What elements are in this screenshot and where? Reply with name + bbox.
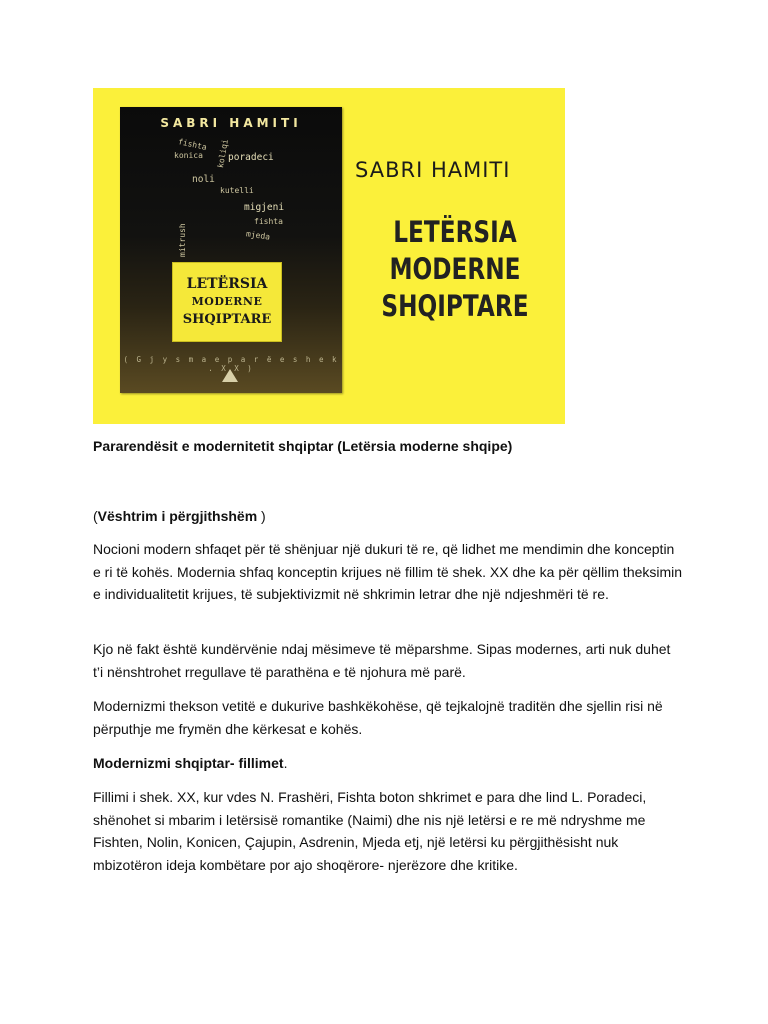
cover-name: fishta [254, 217, 283, 226]
paragraph-2 [93, 638, 683, 683]
cover-author: SABRI HAMITI [160, 116, 302, 130]
book-cover [120, 107, 342, 393]
banner-title-line: MODERNE [389, 252, 521, 286]
cover-name: koliqi [216, 138, 230, 169]
cover-title-line: MODERNE [191, 295, 263, 308]
banner-title [355, 214, 555, 325]
cover-name: fishta [177, 137, 208, 152]
cover-name: mitrush [178, 223, 187, 257]
banner-title-line: LETËRSIA [393, 215, 517, 249]
paragraph-4-text: Fillimi i shek. XX, kur vdes N. Frashëri, Fishta boton shkrimet e para dhe lind L. Poradeci, shënohet si mbarim i letërsisë romantike (Naimi) dhe nis një letërsi e re më ndryshme me Fishten, Nolin, Konicen, Çajupin, Asdrenin, Mjeda etj, një letërsi ku përgjithësisht nuk mbizotëron ideja kombëtare por ajo shoqërore- njerëzore dhe kritike. [93, 789, 647, 873]
section-heading [93, 752, 683, 775]
banner-author: SABRI HAMITI [355, 158, 511, 182]
paragraph-2-text: Kjo në fakt është kundërvënie ndaj mësimeve të mëparshme. Sipas modernes, arti nuk duhet t’i nënshtrohet rregullave të parathëna e të njohura më parë. [93, 641, 671, 680]
section-heading-text: Modernizmi shqiptar- fillimet [93, 755, 284, 771]
overview-text: Vështrim i përgjithshëm [97, 508, 258, 524]
book-banner-image [93, 88, 565, 424]
cover-name: poradeci [228, 152, 274, 163]
cover-title-line: SHQIPTARE [182, 312, 272, 327]
cover-title-box [172, 262, 282, 342]
section-heading-period: . [283, 755, 288, 771]
paragraph-3 [93, 695, 683, 740]
cover-name: migjeni [244, 202, 285, 213]
overview-open: ( [93, 508, 98, 524]
document-heading-text: Pararendësit e modernitetit shqiptar (Letërsia moderne shqipe) [93, 438, 513, 454]
paragraph-3-text: Modernizmi thekson vetitë e dukurive bashkëkohëse, që tejkalojnë traditën dhe sjellin risi në përputhje me frymën dhe kërkesat e kohës. [93, 698, 663, 737]
cover-name: mjeda [245, 229, 271, 242]
paragraph-4 [93, 786, 683, 876]
document-heading [93, 435, 683, 458]
publisher-logo-icon [222, 369, 238, 382]
cover-name: noli [192, 174, 215, 185]
cover-name: kutelli [220, 186, 254, 195]
overview-close: ) [257, 508, 266, 524]
paragraph-1-text: Nocioni modern shfaqet për të shënjuar një dukuri të re, që lidhet me mendimin dhe konceptin e ri të kohës. Modernia shfaq konceptin krijues në fillim të shek. XX dhe ka për qëllim theksimin e individualitetit krijues, të subjektivizmit në shkrimin letrar dhe një ndjeshmëri të re. [93, 541, 683, 602]
paragraph-1 [93, 538, 683, 606]
cover-subtitle: ( G j y s m a e p a r ë e s h e k . X X ) [123, 355, 339, 373]
cover-name: konica [174, 151, 203, 160]
overview-line [93, 505, 683, 528]
cover-title-line: LETËRSIA [186, 276, 268, 292]
banner-title-line: SHQIPTARE [381, 289, 529, 323]
